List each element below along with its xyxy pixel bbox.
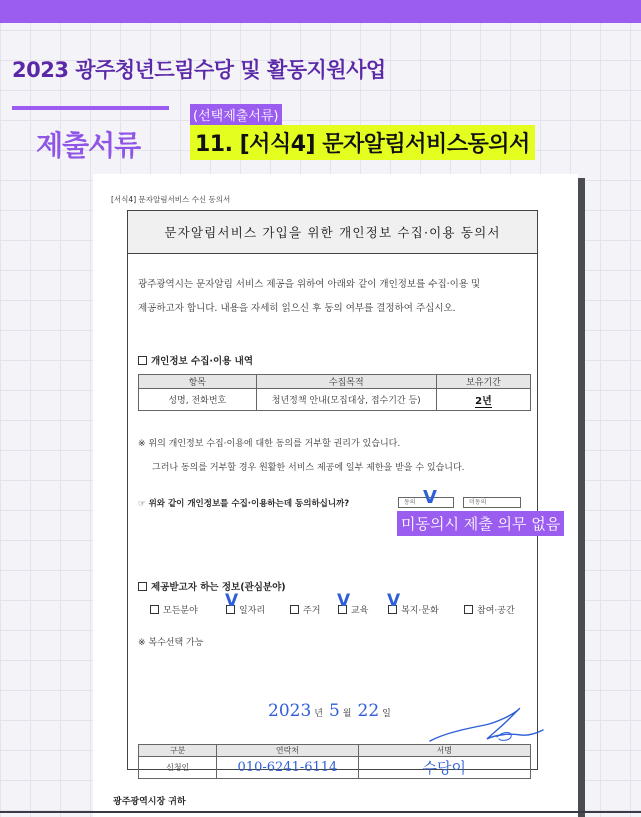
top-accent-bar: [0, 0, 641, 23]
phone-cell: [217, 757, 358, 779]
date-month-unit: 월: [342, 709, 352, 719]
table-header-cell: 수집목적: [256, 375, 436, 389]
optional-document-label: (선택제출서류): [190, 104, 282, 125]
checkbox-icon: [138, 356, 147, 365]
option-housing[interactable]: [290, 603, 320, 616]
jobs-check-icon: V: [225, 591, 239, 611]
date-day: 22: [357, 701, 380, 721]
date-day-unit: 일: [382, 709, 391, 719]
table-row: [139, 389, 531, 411]
document-heading: 11. [서식4] 문자알림서비스동의서: [190, 125, 535, 160]
disagree-box[interactable]: [463, 497, 521, 508]
agree-label: 동의: [404, 499, 416, 506]
option-label: 교육: [351, 606, 369, 616]
option-label: 참여·공간: [477, 606, 515, 616]
education-check-icon: V: [337, 591, 351, 611]
table-header-cell: 항목: [139, 375, 257, 389]
section-title: 제출서류: [36, 129, 141, 162]
form-title: 문자알림서비스 가입을 위한 개인정보 수집·이용 동의서: [128, 211, 537, 254]
table-cell: 성명, 전화번호: [139, 389, 257, 411]
signature-cell: [358, 757, 531, 779]
table-header-cell: 연락처: [217, 745, 358, 757]
welfare-check-icon: V: [387, 591, 401, 611]
bottom-divider: [0, 811, 641, 813]
refusal-note: ※ 위의 개인정보 수집·이용에 대한 동의를 거부할 권리가 있습니다.: [138, 439, 401, 449]
applicant-phone: 010-6241-6114: [237, 760, 338, 775]
intro-text: [138, 273, 536, 321]
signature-date: [268, 701, 397, 721]
option-label: 복지·문화: [401, 606, 439, 616]
form-header-label: [서식4] 문자알림서비스 수신 동의서: [111, 195, 231, 204]
handwritten-signature-icon: [425, 703, 545, 753]
option-all[interactable]: [150, 603, 198, 616]
option-participation[interactable]: [464, 603, 515, 616]
disagree-label: 미동의: [469, 499, 487, 506]
date-month: 5: [328, 701, 340, 721]
table-header-cell: 보유기간: [436, 375, 530, 389]
section-interest-heading: [138, 579, 286, 593]
section-collection-heading: [138, 353, 253, 367]
form-body: [127, 210, 538, 777]
table-header-row: [139, 375, 531, 389]
table-header-cell: 구분: [139, 745, 217, 757]
date-year: 2023: [268, 701, 312, 721]
callout-note: 미동의시 제출 의무 없음: [397, 511, 564, 536]
multi-select-note: ※ 복수선택 가능: [138, 638, 204, 648]
applicant-name: 수당이: [422, 759, 466, 777]
agree-check-icon: V: [423, 487, 437, 508]
table-cell: 신청인: [139, 757, 217, 779]
addressee: 광주광역시장 귀하: [113, 797, 186, 807]
page-title: 2023 광주청년드림수당 및 활동지원사업: [12, 58, 386, 82]
retention-period: 2년: [475, 396, 492, 407]
collection-table: [138, 374, 531, 411]
checkbox-icon: [290, 605, 299, 614]
checkbox-icon: [464, 605, 473, 614]
refusal-note-continued: 그러나 동의를 거부할 경우 원활한 서비스 제공에 일부 제한을 받을 수 있습니다.: [152, 463, 465, 473]
option-label: 주거: [303, 606, 321, 616]
checkbox-icon: [138, 582, 147, 591]
date-year-unit: 년: [314, 709, 323, 719]
intro-line-1: 광주광역시는 문자알림 서비스 제공을 위하여 아래와 같이 개인정보를 수집·이용 및: [138, 279, 481, 290]
retention-period-cell: [436, 389, 530, 411]
checkbox-icon: [150, 605, 159, 614]
intro-line-2: 제공하고자 합니다. 내용을 자세히 읽으신 후 동의 여부를 결정하여 주십시오.: [138, 303, 456, 314]
section-collection-label: 개인정보 수집·이용 내역: [151, 356, 253, 367]
option-label: 일자리: [239, 606, 266, 616]
section-interest-label: 제공받고자 하는 정보(관심분야): [151, 582, 286, 593]
table-row: [139, 757, 531, 779]
accent-underline: [12, 106, 169, 110]
option-label: 모든분야: [163, 606, 198, 616]
consent-question: ☞ 위와 같이 개인정보를 수집·이용하는데 동의하십니까?: [138, 499, 350, 509]
table-cell: 청년정책 안내(모집대상, 접수기간 등): [256, 389, 436, 411]
table-header-cell: 서명: [358, 745, 531, 757]
